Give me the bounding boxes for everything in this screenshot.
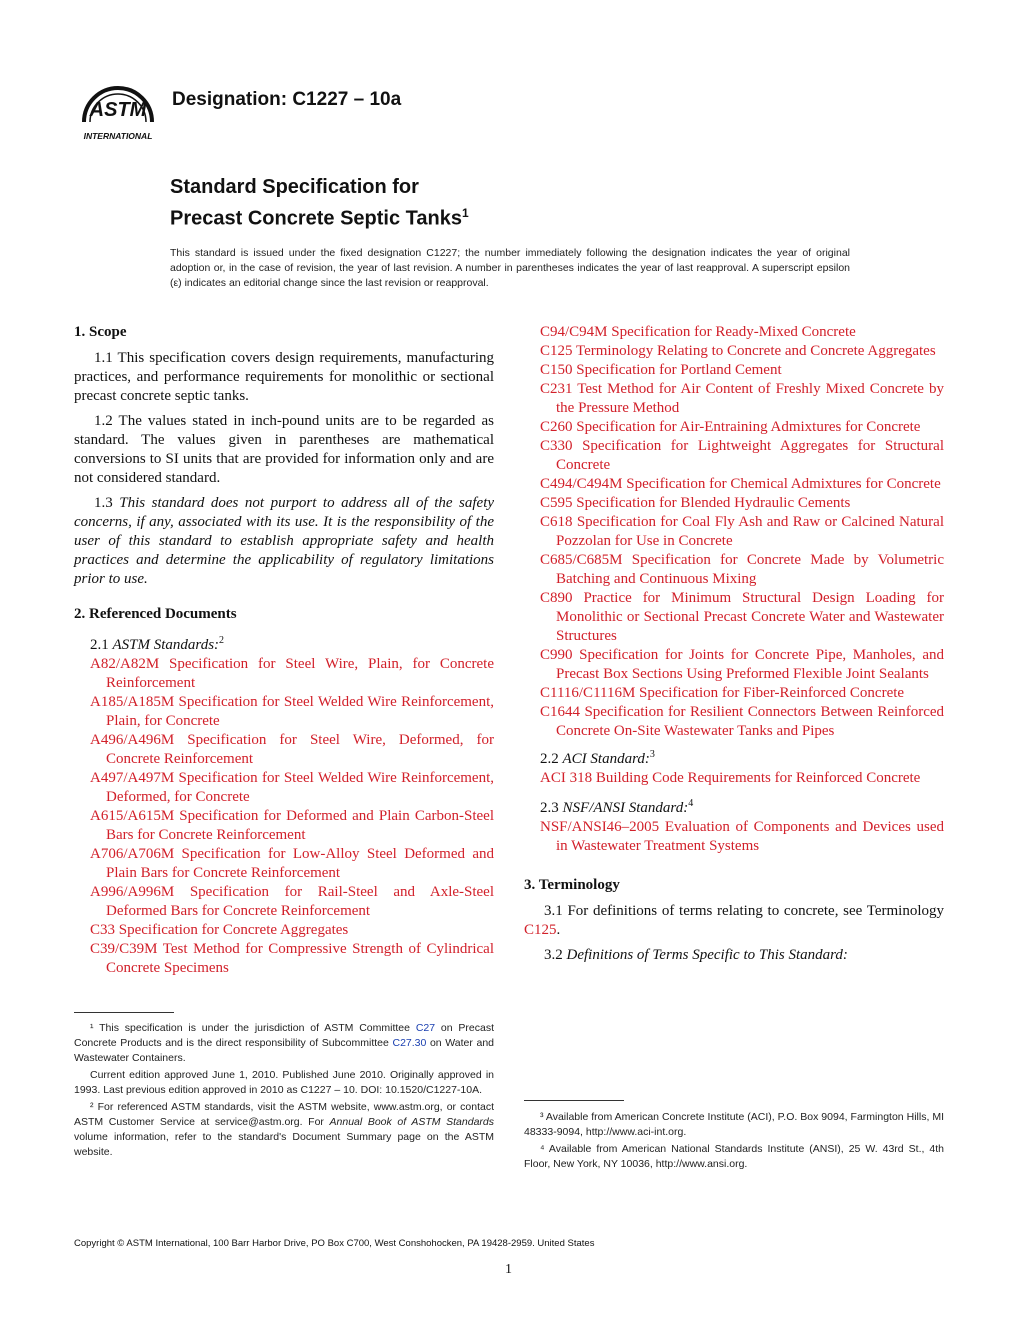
nsf-ref-code[interactable]: NSF/ANSI46–2005 bbox=[540, 819, 660, 835]
ref-code[interactable]: C125 bbox=[540, 343, 573, 359]
footnote-4: ⁴ Available from American National Standards Institute (ANSI), 25 W. 43rd St., 4th Floor, New York, NY 10036, http://www.ansi.org. bbox=[524, 1143, 944, 1170]
aci-label-text: ACI Standard: bbox=[562, 751, 650, 767]
ref-title[interactable]: Specification for Blended Hydraulic Cements bbox=[576, 495, 851, 511]
terminology-p2-text: Definitions of Terms Specific to This Standard: bbox=[566, 947, 848, 963]
nsf-label-text: NSF/ANSI Standard: bbox=[562, 800, 689, 816]
ref-title[interactable]: Specification for Low-Alloy Steel Deformed and Plain Bars for Concrete Reinforcement bbox=[106, 846, 495, 881]
ref-title[interactable]: Specification for Rail-Steel and Axle-Steel Deformed Bars for Concrete Reinforcement bbox=[106, 884, 495, 919]
ref-code[interactable]: C94/C94M bbox=[540, 324, 608, 340]
footnote-3: ³ Available from American Concrete Institute (ACI), P.O. Box 9094, Farmington Hills, MI 48333-9094, http://www.aci-int.org. bbox=[524, 1111, 944, 1138]
ref-item[interactable] bbox=[74, 731, 494, 769]
astm-standards-label bbox=[74, 631, 494, 655]
aci-label-num: 2.2 bbox=[540, 751, 559, 767]
ref-item[interactable] bbox=[524, 494, 944, 513]
ref-code[interactable]: C1116/C1116M bbox=[540, 685, 636, 701]
ref-code[interactable]: C33 bbox=[90, 922, 116, 938]
ref-title[interactable]: Specification for Ready-Mixed Concrete bbox=[611, 324, 856, 340]
ref-title[interactable]: Specification for Coal Fly Ash and Raw or Calcined Natural Pozzolan for Use in Concrete bbox=[556, 514, 945, 549]
ref-title[interactable]: Specification for Portland Cement bbox=[576, 362, 782, 378]
fn2-text-b: volume information, refer to the standard's Document Summary page on the ASTM website. bbox=[74, 1131, 494, 1158]
nsf-standard-label bbox=[524, 794, 944, 818]
ref-title[interactable]: Specification for Fiber-Reinforced Concrete bbox=[639, 685, 905, 701]
right-column bbox=[524, 323, 944, 971]
nsf-footnote-ref[interactable]: 4 bbox=[688, 798, 694, 809]
fn1-text-b: on Precast Concrete Products and is the direct responsibility of Subcommittee bbox=[74, 1022, 495, 1049]
astm-logo bbox=[74, 72, 162, 144]
footnote-1 bbox=[74, 1021, 494, 1066]
ref-item[interactable] bbox=[74, 693, 494, 731]
scope-heading: 1. Scope bbox=[74, 324, 127, 340]
nsf-label-num: 2.3 bbox=[540, 800, 559, 816]
ref-code[interactable]: A615/A615M bbox=[90, 808, 175, 824]
terminology-p1-text: 3.1 For definitions of terms relating to concrete, see Terminology bbox=[544, 903, 944, 919]
fn1-text-c: on Water and Wastewater Containers. bbox=[74, 1037, 495, 1064]
ref-item[interactable] bbox=[74, 921, 494, 940]
ref-title[interactable]: Specification for Concrete Made by Volumetric Batching and Continuous Mixing bbox=[556, 552, 945, 587]
fn2-italic: Annual Book of ASTM Standards bbox=[329, 1116, 494, 1128]
terminology-p2 bbox=[524, 946, 944, 965]
ref-code[interactable]: C890 bbox=[540, 590, 573, 606]
ref-title[interactable]: Specification for Joints for Concrete Pipe, Manholes, and Precast Box Sections Using Preformed Flexible Joint Sealants bbox=[556, 647, 944, 682]
fn1-committee-link[interactable]: C27 bbox=[415, 1022, 436, 1034]
ref-code[interactable]: A185/A185M bbox=[90, 694, 175, 710]
title-line-2-text: Precast Concrete Septic Tanks bbox=[170, 207, 462, 230]
scope-p2: 1.2 The values stated in inch-pound units are to be regarded as standard. The values given in parentheses are mathematical conversions to SI units that are provided for information only and are not considered standard. bbox=[74, 413, 494, 486]
ref-item[interactable] bbox=[74, 883, 494, 921]
ref-code[interactable]: C39/C39M bbox=[90, 941, 158, 957]
ref-title[interactable]: Specification for Lightweight Aggregates for Structural Concrete bbox=[556, 438, 945, 473]
ref-item[interactable] bbox=[524, 342, 944, 361]
ref-title[interactable]: Specification for Steel Welded Wire Reinforcement, Deformed, for Concrete bbox=[106, 770, 494, 805]
ref-title[interactable]: Specification for Air-Entraining Admixtures for Concrete bbox=[576, 419, 921, 435]
aci-standard-label bbox=[524, 745, 944, 769]
ref-title[interactable]: Specification for Steel Welded Wire Reinforcement, Plain, for Concrete bbox=[106, 694, 494, 729]
footnote-1-edition: Current edition approved June 1, 2010. Published June 2010. Originally approved in 1993. Last previous edition approved in 2010 as C1227 – 10. DOI: 10.1520/C1227-10A. bbox=[74, 1069, 494, 1096]
ref-title[interactable]: Specification for Deformed and Plain Carbon-Steel Bars for Concrete Reinforcement bbox=[106, 808, 494, 843]
ref-item[interactable] bbox=[524, 703, 944, 741]
ref-item[interactable] bbox=[74, 845, 494, 883]
aci-ref[interactable] bbox=[524, 769, 944, 788]
astm-footnote-ref[interactable]: 2 bbox=[219, 635, 225, 646]
astm-label-num: 2.1 bbox=[90, 637, 109, 653]
aci-footnote-ref[interactable]: 3 bbox=[649, 749, 655, 760]
ref-code[interactable]: A82/A82M bbox=[90, 656, 160, 672]
scope-p1: 1.1 This specification covers design requirements, manufacturing practices, and performance requirements for monolithic or sectional precast concrete septic tanks. bbox=[74, 350, 494, 404]
ref-title[interactable]: Test Method for Air Content of Freshly Mixed Concrete by the Pressure Method bbox=[556, 381, 944, 416]
ref-item[interactable] bbox=[524, 418, 944, 437]
ref-title[interactable]: Specification for Resilient Connectors Between Reinforced Concrete On-Site Wastewater Tanks and Pipes bbox=[556, 704, 945, 739]
ref-code[interactable]: C330 bbox=[540, 438, 573, 454]
ref-title[interactable]: Specification for Concrete Aggregates bbox=[118, 922, 349, 938]
ref-code[interactable]: C231 bbox=[540, 381, 573, 397]
nsf-ref-text[interactable]: Evaluation of Components and Devices used in Wastewater Treatment Systems bbox=[556, 819, 944, 854]
ref-title[interactable]: Terminology Relating to Concrete and Concrete Aggregates bbox=[576, 343, 936, 359]
referenced-heading: 2. Referenced Documents bbox=[74, 606, 237, 622]
scope-p3 bbox=[74, 494, 494, 589]
fn1-text-a: ¹ This specification is under the jurisdiction of ASTM Committee bbox=[90, 1022, 410, 1034]
fn2-text-a: ² For referenced ASTM standards, visit the ASTM website, www.astm.org, or contact ASTM Customer Service at service@astm.org. For bbox=[74, 1101, 494, 1128]
page-title bbox=[170, 174, 469, 232]
fn1-subcommittee-link[interactable]: C27.30 bbox=[392, 1037, 427, 1049]
logo-sub-text: INTERNATIONAL bbox=[83, 131, 153, 141]
ref-item[interactable] bbox=[524, 684, 944, 703]
nsf-ref[interactable] bbox=[524, 818, 944, 856]
preamble: This standard is issued under the fixed designation C1227; the number immediately following the designation indicates the year of original adoption or, in the case of revision, the year of last revision. A number in parentheses indicates the year of last reapproval. A superscript epsilon (ε) indicates an editorial change since the last revision or reapproval. bbox=[170, 247, 850, 289]
ref-item[interactable] bbox=[524, 380, 944, 418]
ref-item[interactable] bbox=[524, 475, 944, 494]
terminology-p2-num: 3.2 bbox=[544, 947, 563, 963]
ref-title[interactable]: Specification for Chemical Admixtures for Concrete bbox=[626, 476, 941, 492]
designation: Designation: C1227 – 10a bbox=[172, 89, 402, 110]
footnote-2 bbox=[74, 1100, 494, 1160]
ref-code[interactable]: C618 bbox=[540, 514, 573, 530]
ref-code[interactable]: C494/C494M bbox=[540, 476, 623, 492]
ref-item[interactable] bbox=[524, 437, 944, 475]
ref-item[interactable] bbox=[524, 361, 944, 380]
page-number: 1 bbox=[505, 1262, 512, 1277]
ref-code[interactable]: A996/A996M bbox=[90, 884, 175, 900]
scope-p3-num: 1.3 bbox=[94, 495, 113, 511]
ref-item[interactable] bbox=[74, 807, 494, 845]
astm-ref-list-right bbox=[524, 323, 944, 741]
ref-title[interactable]: Specification for Steel Wire, Deformed, for Concrete Reinforcement bbox=[106, 732, 495, 767]
terminology-heading: 3. Terminology bbox=[524, 877, 620, 893]
ref-title[interactable]: Test Method for Compressive Strength of Cylindrical Concrete Specimens bbox=[106, 941, 494, 976]
ref-code[interactable]: A497/A497M bbox=[90, 770, 175, 786]
ref-title[interactable]: Practice for Minimum Structural Design Loading for Monolithic or Sectional Precast Concrete Water and Wastewater Structures bbox=[556, 590, 944, 644]
ref-item[interactable] bbox=[524, 646, 944, 684]
ref-code[interactable]: C150 bbox=[540, 362, 573, 378]
logo-text: ASTM bbox=[89, 99, 147, 121]
astm-label-text: ASTM Standards: bbox=[112, 637, 220, 653]
ref-code[interactable]: C685/C685M bbox=[540, 552, 623, 568]
ref-item[interactable] bbox=[74, 655, 494, 693]
ref-code[interactable]: C595 bbox=[540, 495, 573, 511]
left-column bbox=[74, 323, 494, 978]
ref-code[interactable]: C260 bbox=[540, 419, 573, 435]
ref-code[interactable]: C990 bbox=[540, 647, 573, 663]
footnotes-right bbox=[524, 1110, 944, 1174]
astm-ref-list-left bbox=[74, 655, 494, 978]
footnotes-left bbox=[74, 1021, 494, 1162]
title-line-1: Standard Specification for bbox=[170, 176, 419, 198]
title-line-2 bbox=[170, 200, 469, 232]
ref-item[interactable] bbox=[74, 940, 494, 978]
ref-item[interactable] bbox=[74, 769, 494, 807]
ref-code[interactable]: A496/A496M bbox=[90, 732, 175, 748]
ref-item[interactable] bbox=[524, 513, 944, 551]
ref-item[interactable] bbox=[524, 323, 944, 342]
ref-item[interactable] bbox=[524, 589, 944, 646]
aci-ref-text[interactable]: Building Code Requirements for Reinforced Concrete bbox=[595, 770, 921, 786]
copyright: Copyright © ASTM International, 100 Barr Harbor Drive, PO Box C700, West Conshohocken, PA 19428-2959. United States bbox=[74, 1238, 595, 1249]
terminology-c125-link[interactable]: C125 bbox=[524, 922, 557, 938]
terminology-p1-end: . bbox=[556, 922, 561, 938]
title-footnote-ref[interactable]: 1 bbox=[461, 206, 469, 220]
footnote-rule-right bbox=[524, 1100, 624, 1101]
ref-code[interactable]: A706/A706M bbox=[90, 846, 175, 862]
scope-p3-text: This standard does not purport to address all of the safety concerns, if any, associated with its use. It is the responsibility of the user of this standard to establish appropriate safety and health practices and determine the applicability of regulatory limitations prior to use. bbox=[74, 495, 495, 587]
terminology-p1 bbox=[524, 902, 944, 940]
ref-code[interactable]: C1644 bbox=[540, 704, 581, 720]
ref-item[interactable] bbox=[524, 551, 944, 589]
footnote-rule-left bbox=[74, 1012, 174, 1013]
ref-title[interactable]: Specification for Steel Wire, Plain, for Concrete Reinforcement bbox=[106, 656, 494, 691]
aci-ref-code[interactable]: ACI 318 bbox=[540, 770, 593, 786]
